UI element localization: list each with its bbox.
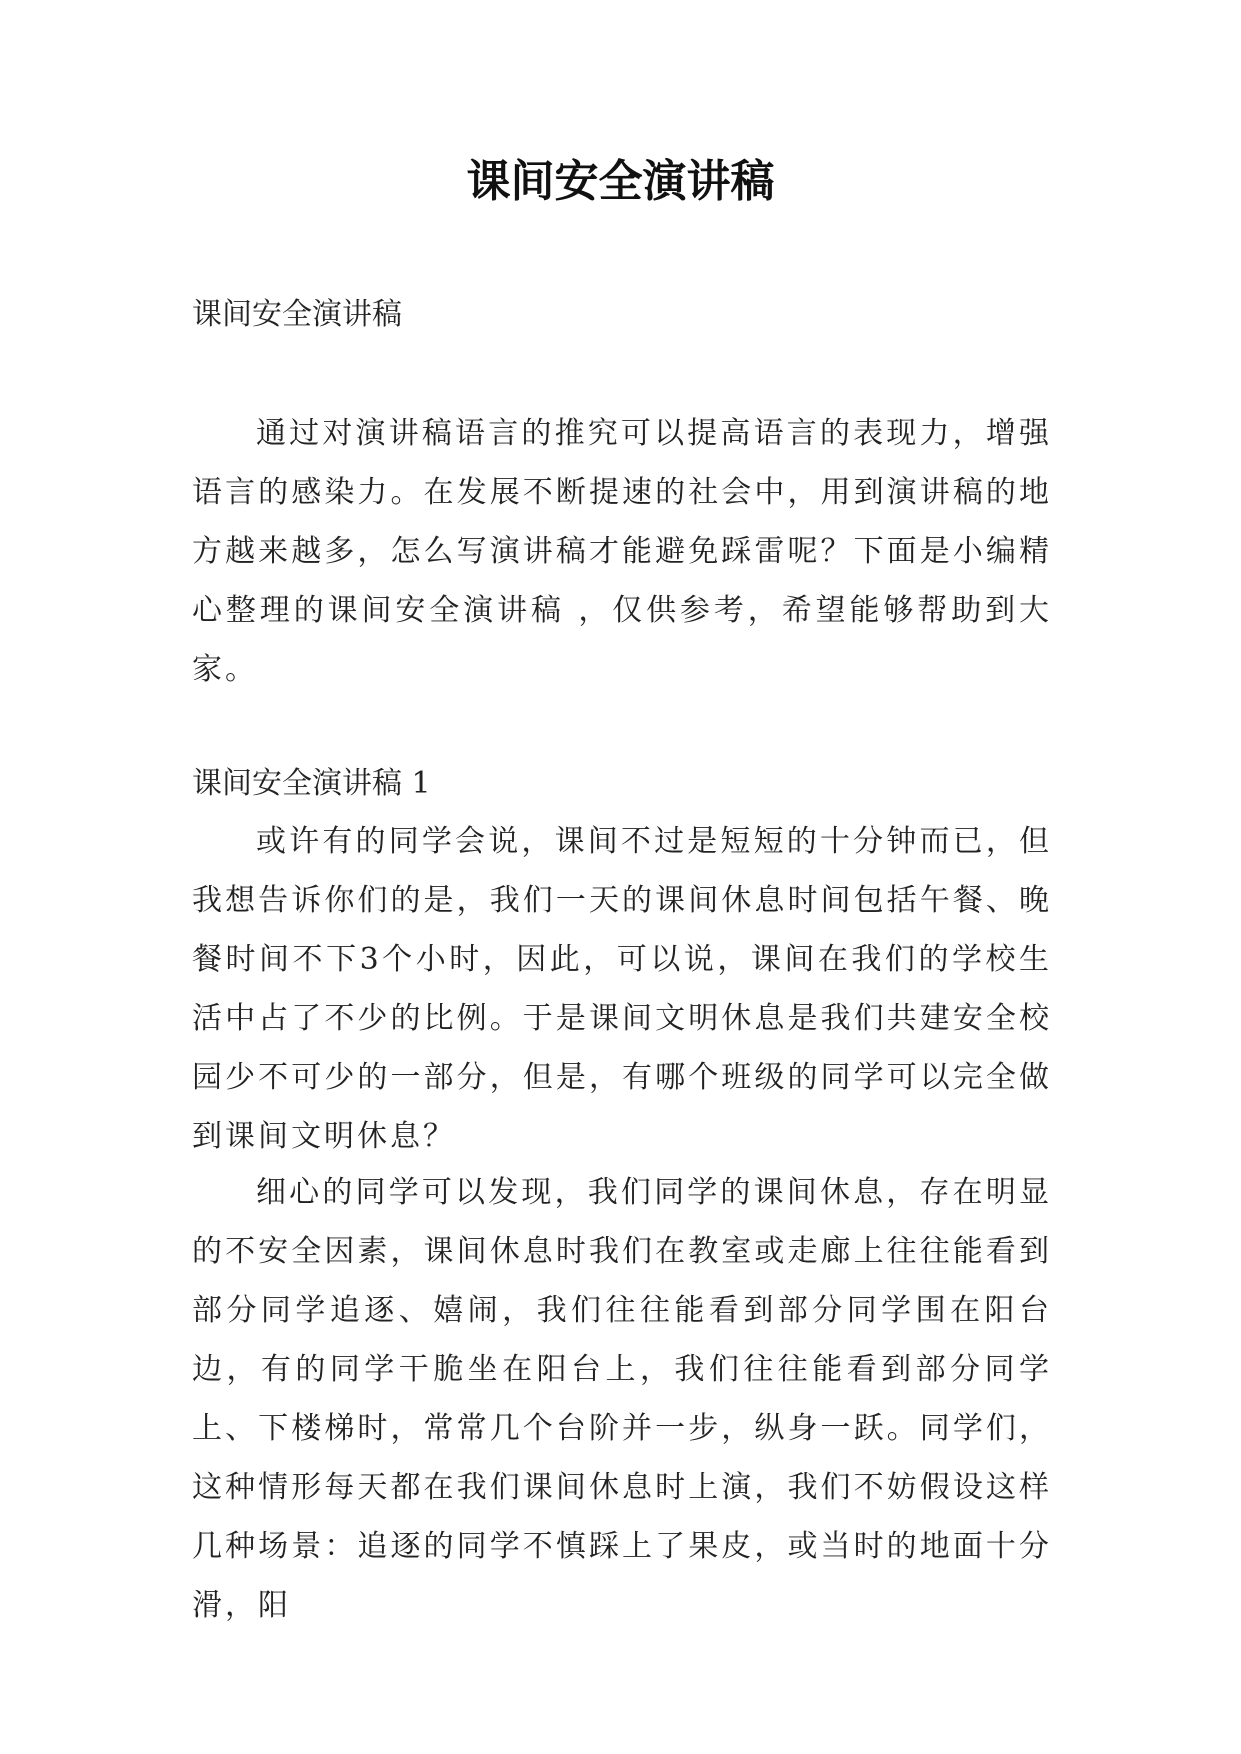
document-title: 课间安全演讲稿 bbox=[466, 156, 775, 207]
section-heading: 课间安全演讲稿 1 bbox=[192, 766, 431, 801]
document-subtitle: 课间安全演讲稿 bbox=[192, 297, 402, 332]
body-paragraph: 或许有的同学会说，课间不过是短短的十分钟而已，但我想告诉你们的是，我们一天的课间休息时间包括午餐、晚餐时间不下3个小时，因此，可以说，课间在我们的学校生活中占了不少的比例。于是课间文明休息是我们共建安全校园少不可少的一部分，但是，有哪个班级的同学可以完全做到课间文明休息？ bbox=[192, 824, 1052, 1154]
intro-paragraph: 通过对演讲稿语言的推究可以提高语言的表现力，增强语言的感染力。在发展不断提速的社会中，用到演讲稿的地方越来越多，怎么写演讲稿才能避免踩雷呢？下面是小编精心整理的课间安全演讲稿 ，仅供参考，希望能够帮助到大家。 bbox=[192, 416, 1052, 687]
body-paragraph: 细心的同学可以发现，我们同学的课间休息，存在明显的不安全因素，课间休息时我们在教室或走廊上往往能看到部分同学追逐、嬉闹，我们往往能看到部分同学围在阳台边，有的同学干脆坐在阳台上，我们往往能看到部分同学上、下楼梯时，常常几个台阶并一步，纵身一跃。同学们，这种情形每天都在我们课间休息时上演，我们不妨假设这样几种场景：追逐的同学不慎踩上了果皮，或当时的地面十分滑，阳 bbox=[192, 1175, 1052, 1623]
